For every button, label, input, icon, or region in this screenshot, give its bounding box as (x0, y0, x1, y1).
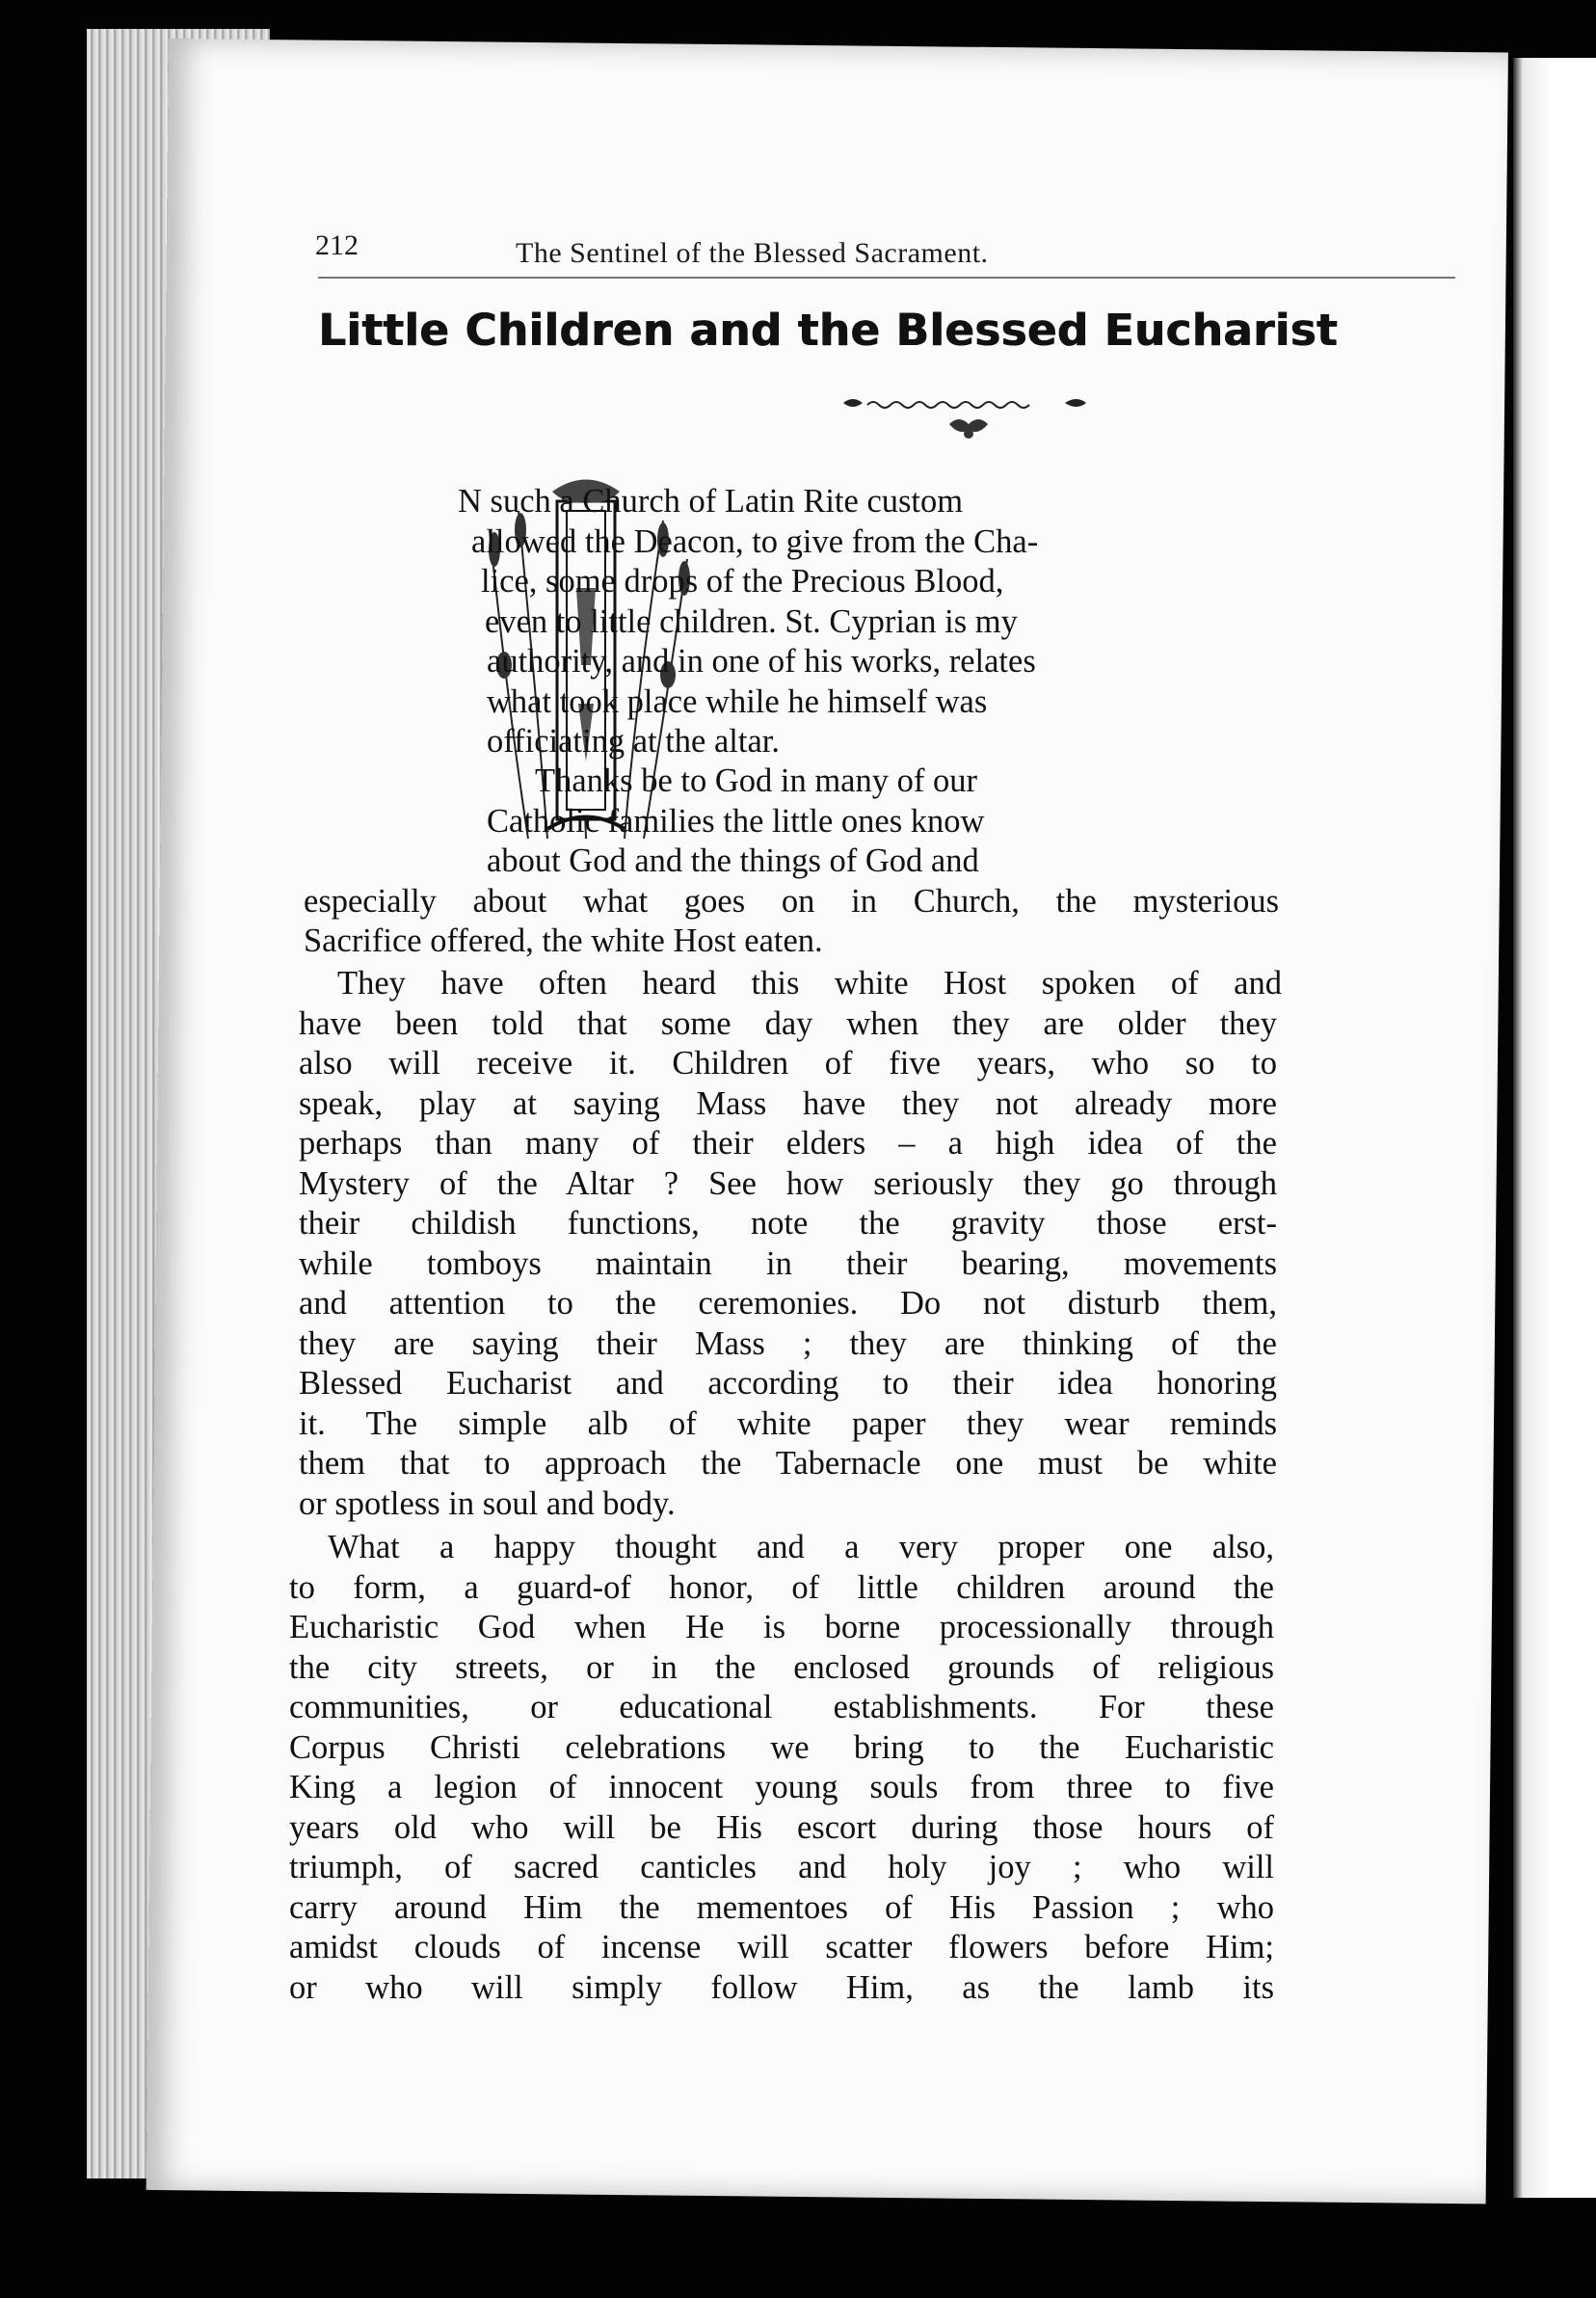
text-line: lice, some drops of the Precious Blood, (481, 563, 1004, 600)
text-line: officiating at the altar. (487, 723, 780, 760)
page-number: 212 (315, 229, 359, 261)
text-line: have been told that some day when they are older they (299, 1004, 1277, 1042)
text-line: Corpus Christi celebrations we bring to the Eucharistic (289, 1728, 1274, 1766)
text-line: and attention to the ceremonies. Do not disturb them, (299, 1285, 1277, 1322)
text-line: Blessed Eucharist and according to their idea honoring (299, 1365, 1277, 1402)
text-line: They have often heard this white Host spoken of and (337, 965, 1282, 1002)
text-line: speak, play at saying Mass have they not already more (299, 1084, 1277, 1122)
paragraph-4 (289, 1528, 1274, 2008)
text-line: while tomboys maintain in their bearing, movements (299, 1244, 1277, 1282)
text-line: carry around Him the mementoes of His Passion ; who (289, 1888, 1274, 1926)
text-line: or who will simply follow Him, as the lamb its (289, 1968, 1274, 2006)
text-line: it. The simple alb of white paper they wear reminds (299, 1404, 1277, 1442)
header-rule (318, 277, 1455, 279)
text-line: Thanks be to God in many of our (535, 762, 977, 799)
text-line: Mystery of the Altar ? See how seriously they go through (299, 1164, 1277, 1202)
text-line: Sacrifice offered, the white Host eaten. (304, 922, 823, 959)
paragraph-1 (458, 482, 1039, 762)
text-line: to form, a guard-of honor, of little children around the (289, 1568, 1274, 1606)
running-head (315, 191, 1279, 269)
text-line: authority, and in one of his works, relates (487, 643, 1036, 680)
text-line: Catholic families the little ones know (487, 802, 985, 840)
text-line: them that to approach the Tabernacle one must be white (299, 1445, 1277, 1482)
text-line: allowed the Deacon, to give from the Cha- (471, 522, 1039, 560)
facing-page-edge (1513, 58, 1596, 2198)
text-line: King a legion of innocent young souls from three to five (289, 1769, 1274, 1805)
text-line: N such a Church of Latin Rite custom (458, 483, 964, 520)
text-line: years old who will be His escort during those hours of (289, 1808, 1274, 1846)
text-line: perhaps than many of their elders – a high idea of the (299, 1125, 1277, 1162)
text-line: triumph, of sacred canticles and holy joy ; who will (289, 1849, 1274, 1885)
text-line: also will receive it. Children of five years, who so to (299, 1045, 1277, 1082)
scroll-ornament-icon (824, 395, 1113, 453)
text-line: Eucharistic God when He is borne processionally through (289, 1609, 1274, 1645)
article-title: Little Children and the Blessed Eucharist (318, 305, 1338, 356)
text-line: or spotless in soul and body. (299, 1484, 676, 1522)
text-line: What a happy thought and a very proper one also, (328, 1529, 1274, 1565)
text-line: amidst clouds of incense will scatter flowers before Him; (289, 1929, 1274, 1965)
text-line: the city streets, or in the enclosed grounds of religious (289, 1648, 1274, 1686)
text-line: about God and the things of God and (487, 842, 979, 879)
paragraph-3 (299, 964, 1282, 1524)
text-line: their childish functions, note the gravity those erst- (299, 1205, 1277, 1242)
journal-title: The Sentinel of the Blessed Sacrament. (516, 237, 989, 269)
text-line: communities, or educational establishments. For these (289, 1689, 1274, 1725)
text-line: they are saying their Mass ; they are thinking of the (299, 1324, 1277, 1362)
text-line: even to little children. St. Cyprian is my (485, 602, 1018, 640)
paragraph-2 (304, 762, 1279, 962)
text-line: what took place while he himself was (487, 682, 988, 720)
text-line: especially about what goes on in Church, the mysterious (304, 882, 1279, 920)
